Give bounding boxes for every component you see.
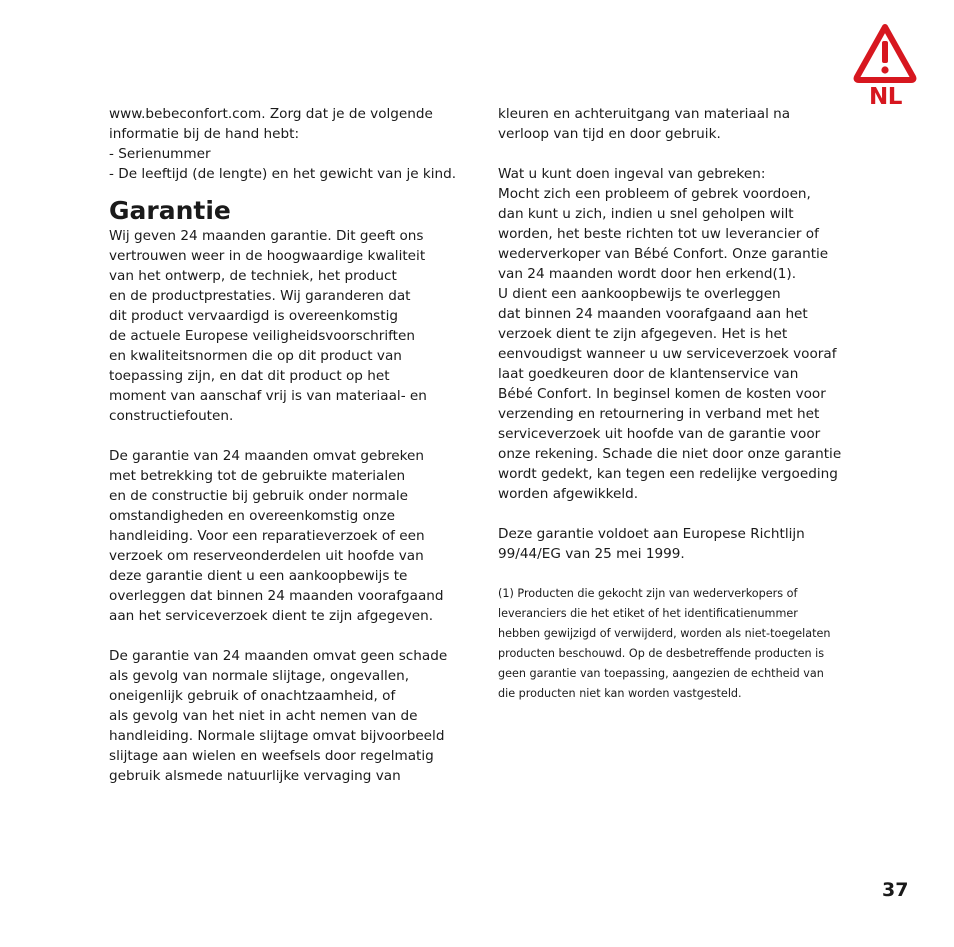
text-line: Wij geven 24 maanden garantie. Dit geeft ons — [109, 228, 424, 244]
text-line: oneigenlijk gebruik of onachtzaamheid, of — [109, 688, 396, 704]
text-line: moment van aanschaf vrij is van materiaal- en — [109, 388, 427, 404]
warning-triangle-icon — [853, 23, 917, 83]
paragraph-gap — [498, 504, 863, 524]
paragraph-gap — [498, 564, 863, 584]
text-line: gebruik alsmede natuurlijke vervaging van — [109, 768, 401, 784]
text-line: met betrekking tot de gebruikte materialen — [109, 468, 406, 484]
directive-paragraph — [498, 524, 863, 564]
text-line: De garantie van 24 maanden omvat geen schade — [109, 648, 448, 664]
text-line: U dient een aankoopbewijs te overleggen — [498, 286, 781, 302]
page-number: 37 — [882, 879, 909, 901]
text-line: wordt gedekt, kan tegen een redelijke vergoeding — [498, 466, 838, 482]
intro-paragraph — [109, 104, 469, 184]
text-line: informatie bij de hand hebt: — [109, 126, 300, 142]
text-line: verzoek om reserveonderdelen uit hoofde van — [109, 548, 424, 564]
footnote-line: producten beschouwd. Op de desbetreffende producten is — [498, 647, 825, 660]
footnote-line: die producten niet kan worden vastgesteld. — [498, 687, 742, 700]
text-line: worden, het beste richten tot uw leverancier of — [498, 226, 819, 242]
paragraph-gap — [109, 626, 469, 646]
text-line: - De leeftijd (de lengte) en het gewicht van je kind. — [109, 166, 457, 182]
text-line: - Serienummer — [109, 146, 211, 162]
text-line: verzoek dient te zijn afgegeven. Het is het — [498, 326, 788, 342]
text-line: de actuele Europese veiligheidsvoorschriften — [109, 328, 415, 344]
text-line: overleggen dat binnen 24 maanden voorafgaand — [109, 588, 444, 604]
text-line: als gevolg van het niet in acht nemen van de — [109, 708, 418, 724]
text-line: wederverkoper van Bébé Confort. Onze garantie — [498, 246, 829, 262]
text-line: dat binnen 24 maanden voorafgaand aan het — [498, 306, 808, 322]
text-line: laat goedkeuren door de klantenservice van — [498, 366, 799, 382]
text-line: Mocht zich een probleem of gebrek voordoen, — [498, 186, 811, 202]
text-line: deze garantie dient u een aankoopbewijs te — [109, 568, 408, 584]
text-line: omstandigheden en overeenkomstig onze — [109, 508, 396, 524]
exclusions-paragraph — [109, 646, 469, 786]
footnote — [498, 584, 863, 704]
text-line: handleiding. Voor een reparatieverzoek of een — [109, 528, 425, 544]
paragraph-gap — [498, 144, 863, 164]
wear-paragraph — [498, 104, 863, 144]
text-line: van 24 maanden wordt door hen erkend(1). — [498, 266, 797, 282]
text-line: vertrouwen weer in de hoogwaardige kwaliteit — [109, 248, 426, 264]
guarantee-paragraph — [109, 226, 469, 426]
text-line: De garantie van 24 maanden omvat gebreken — [109, 448, 425, 464]
text-line: Deze garantie voldoet aan Europese Richtlijn — [498, 526, 805, 542]
text-line: en de constructie bij gebruik onder normale — [109, 488, 409, 504]
text-line: onze rekening. Schade die niet door onze garantie — [498, 446, 842, 462]
text-line: serviceverzoek uit hoofde van de garantie voor — [498, 426, 821, 442]
text-line: handleiding. Normale slijtage omvat bijvoorbeeld — [109, 728, 445, 744]
text-line: Bébé Confort. In beginsel komen de kosten voor — [498, 386, 826, 402]
footnote-line: geen garantie van toepassing, aangezien de echtheid van — [498, 667, 824, 680]
text-line: verzending en retournering in verband met het — [498, 406, 820, 422]
text-line: kleuren en achteruitgang van materiaal na — [498, 106, 791, 122]
text-line: constructiefouten. — [109, 408, 234, 424]
text-line: www.bebeconfort.com. Zorg dat je de volgende — [109, 106, 433, 122]
language-code-label: NL — [869, 84, 902, 110]
text-line: slijtage aan wielen en weefsels door regelmatig — [109, 748, 434, 764]
text-line: dit product vervaardigd is overeenkomstig — [109, 308, 398, 324]
text-line: verloop van tijd en door gebruik. — [498, 126, 721, 142]
text-line: eenvoudigst wanneer u uw serviceverzoek vooraf — [498, 346, 837, 362]
text-line: en de productprestaties. Wij garanderen dat — [109, 288, 411, 304]
text-line: van het ontwerp, de techniek, het product — [109, 268, 397, 284]
text-line: 99/44/EG van 25 mei 1999. — [498, 546, 685, 562]
text-line: dan kunt u zich, indien u snel geholpen wilt — [498, 206, 794, 222]
coverage-paragraph — [109, 446, 469, 626]
text-line: Wat u kunt doen ingeval van gebreken: — [498, 166, 766, 182]
text-line: en kwaliteitsnormen die op dit product van — [109, 348, 402, 364]
paragraph-gap — [109, 426, 469, 446]
footnote-line: (1) Producten die gekocht zijn van wederverkopers of — [498, 587, 798, 600]
text-line: aan het serviceverzoek dient te zijn afgegeven. — [109, 608, 434, 624]
section-heading: Garantie — [109, 196, 231, 225]
text-line: toepassing zijn, en dat dit product op het — [109, 368, 390, 384]
footnote-line: hebben gewijzigd of verwijderd, worden als niet-toegelaten — [498, 627, 831, 640]
footnote-line: leveranciers die het etiket of het identificatienummer — [498, 607, 798, 620]
right-column — [498, 104, 863, 704]
text-line: als gevolg van normale slijtage, ongevallen, — [109, 668, 410, 684]
defects-paragraph — [498, 164, 863, 504]
text-line: worden afgewikkeld. — [498, 486, 639, 502]
left-column — [109, 104, 469, 786]
